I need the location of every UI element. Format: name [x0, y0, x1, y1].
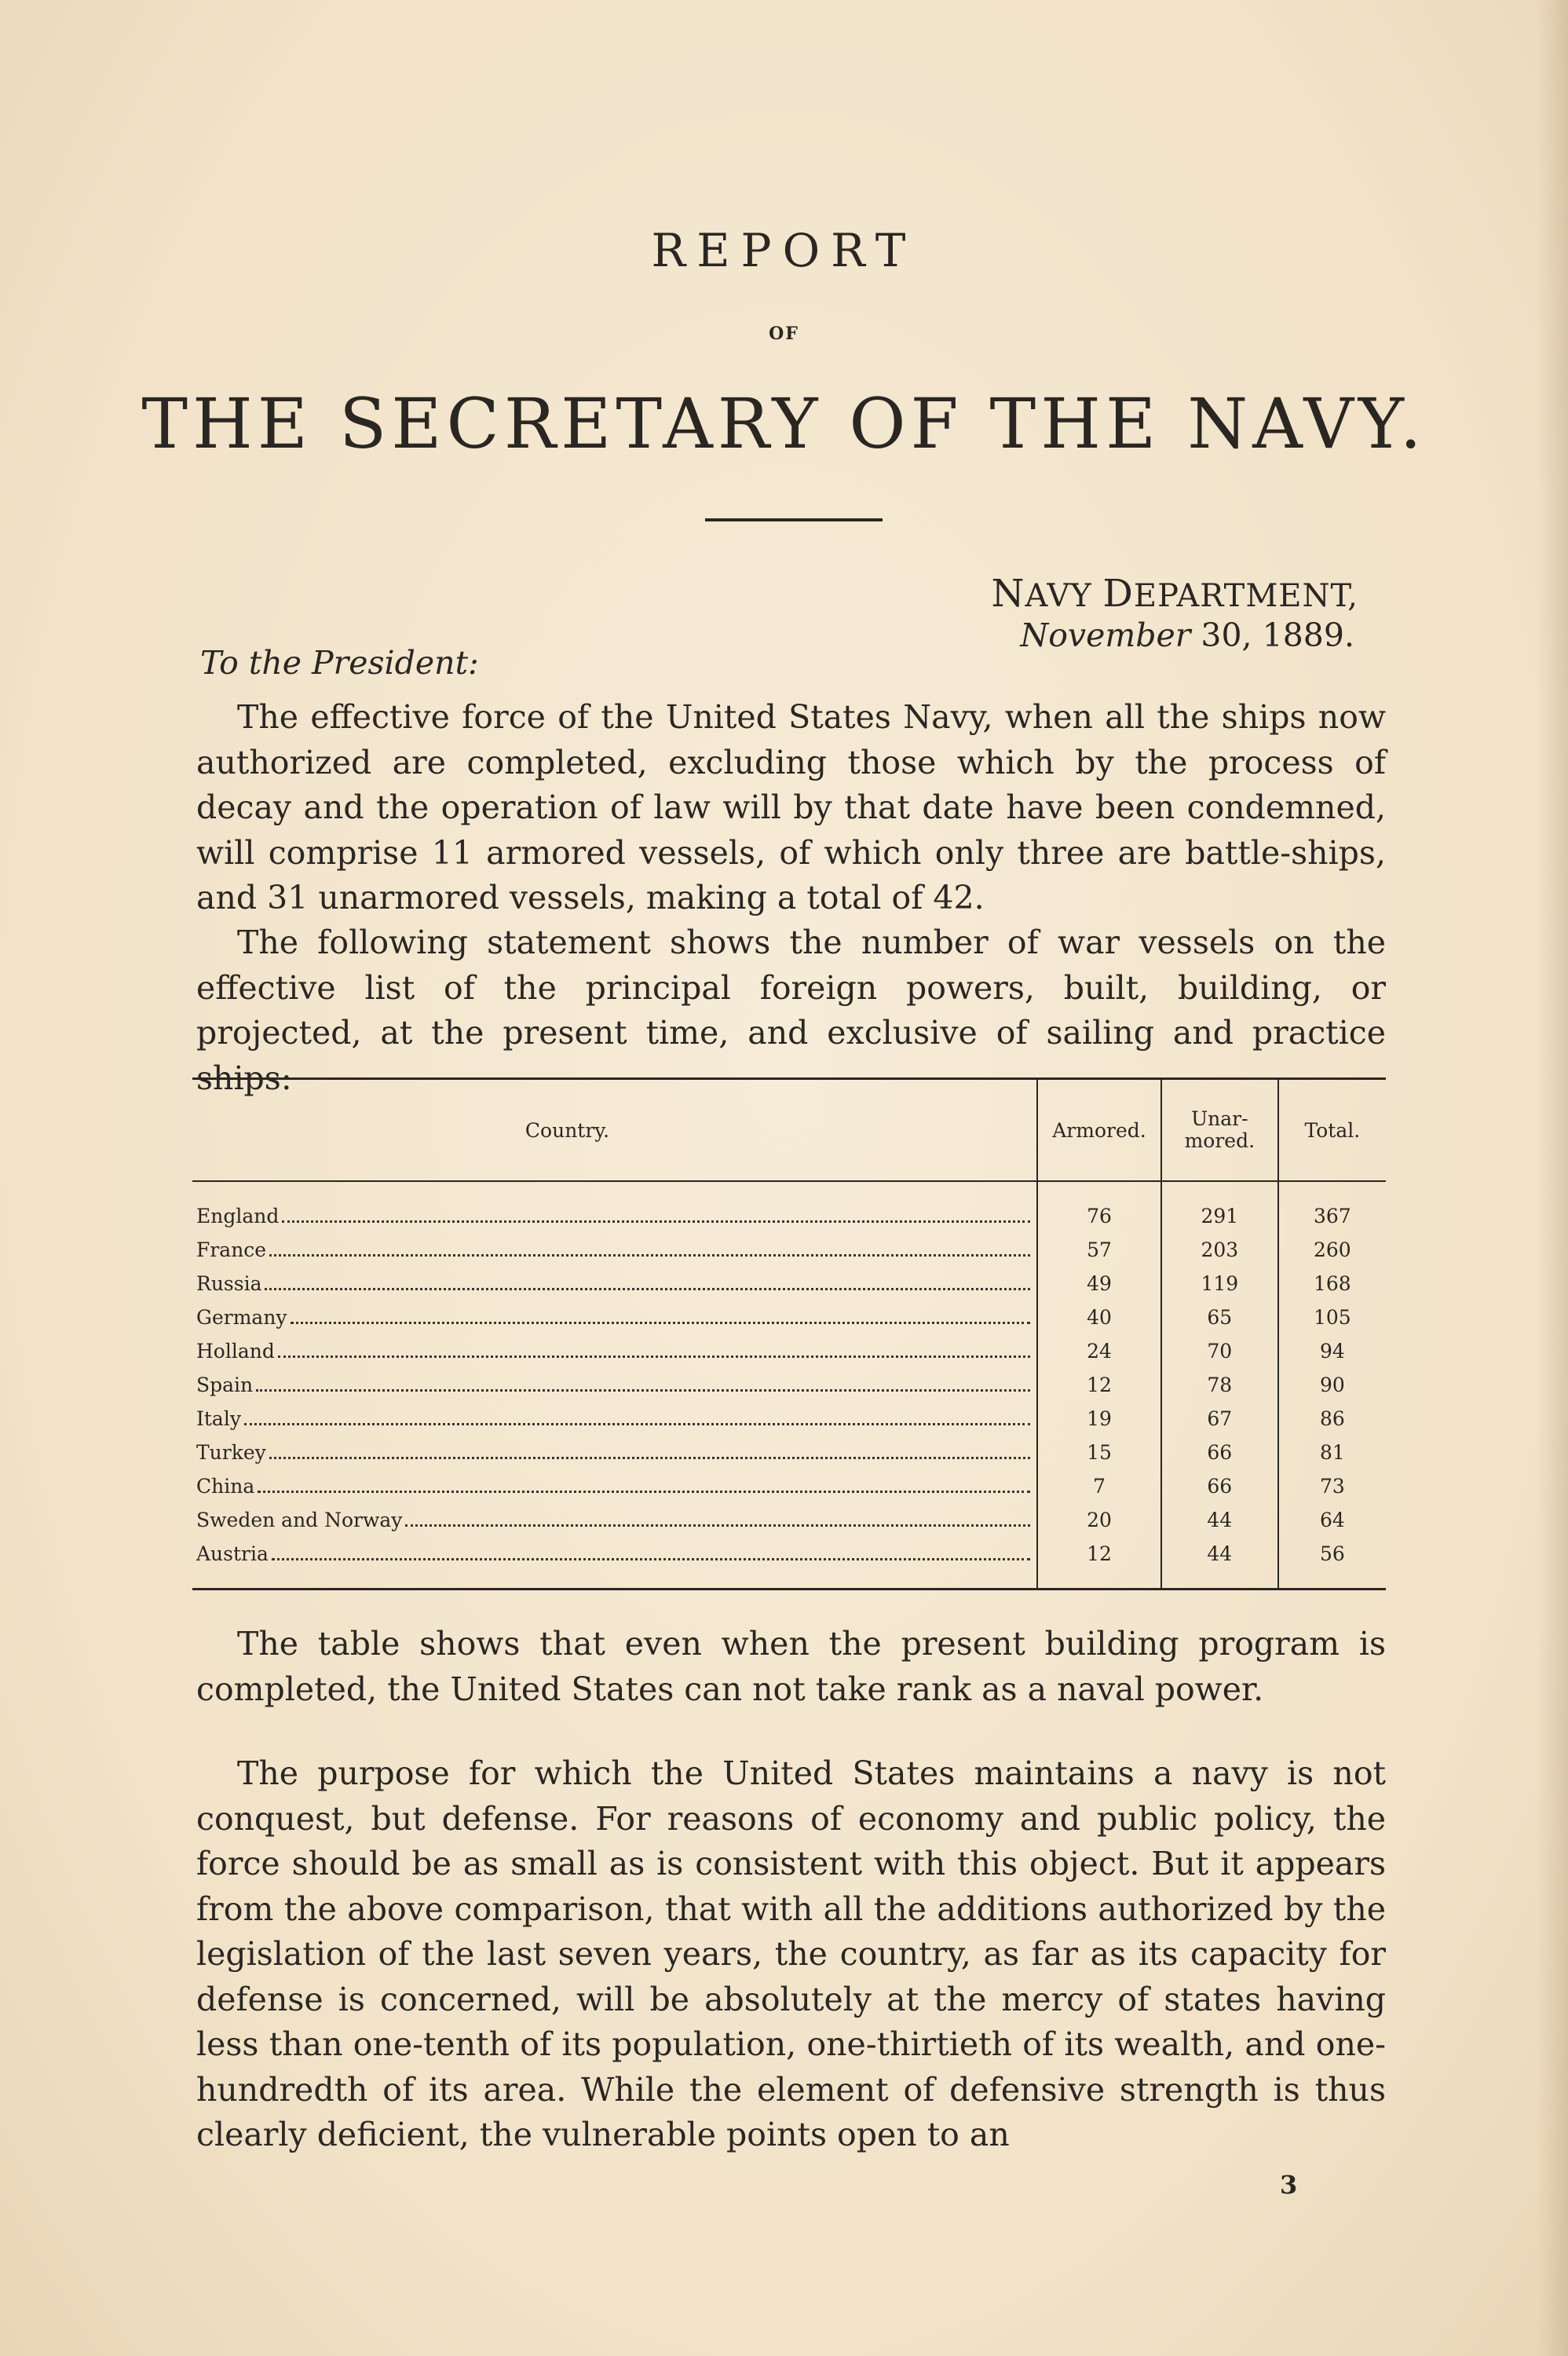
cell-total: 90	[1278, 1368, 1386, 1402]
table-row	[192, 1368, 1386, 1402]
cell-country: England	[192, 1181, 1037, 1233]
dot-leader	[291, 1322, 1030, 1324]
cell-unarmored: 66	[1161, 1436, 1278, 1469]
dot-leader	[256, 1389, 1030, 1392]
cell-unarmored: 291	[1161, 1181, 1278, 1233]
cell-total: 94	[1278, 1334, 1386, 1368]
cell-total: 105	[1278, 1301, 1386, 1334]
paragraph-2: The following statement shows the number of war vessels on the effective list of the principal foreign powers, built, building, or projected, at the present time, and exclusive of sailing and practice ships:	[196, 924, 1386, 1097]
cell-armored: 57	[1037, 1233, 1161, 1267]
cell-unarmored: 65	[1161, 1301, 1278, 1334]
dot-leader	[244, 1423, 1030, 1425]
table-row	[192, 1469, 1386, 1503]
cell-total: 260	[1278, 1233, 1386, 1267]
dot-leader	[282, 1220, 1030, 1223]
header-armored: Armored.	[1037, 1079, 1161, 1182]
cell-unarmored: 44	[1161, 1537, 1278, 1590]
cell-unarmored: 203	[1161, 1233, 1278, 1267]
table-row	[192, 1301, 1386, 1334]
dot-leader	[265, 1288, 1030, 1290]
cell-total: 73	[1278, 1469, 1386, 1503]
cell-armored: 15	[1037, 1436, 1161, 1469]
cell-unarmored: 119	[1161, 1267, 1278, 1301]
cell-total: 367	[1278, 1181, 1386, 1233]
cell-armored: 76	[1037, 1181, 1161, 1233]
table-row	[192, 1402, 1386, 1436]
cell-armored: 24	[1037, 1334, 1161, 1368]
naval-strength-table	[192, 1077, 1386, 1590]
dot-leader	[269, 1457, 1030, 1459]
cell-total: 64	[1278, 1503, 1386, 1537]
cell-country: Spain	[192, 1368, 1037, 1402]
table-row	[192, 1233, 1386, 1267]
cell-armored: 7	[1037, 1469, 1161, 1503]
paragraph-1: The effective force of the United States Navy, when all the ships now authorized are completed, excluding those which by the process of decay and the operation of law will by that date have been condemned, will comprise 11 armored vessels, of which only three are battle-ships, and 31 unarmored vessels, making a total of 42.	[196, 698, 1386, 916]
table-row	[192, 1267, 1386, 1301]
cell-country: Turkey	[192, 1436, 1037, 1469]
cell-unarmored: 66	[1161, 1469, 1278, 1503]
cell-country: Austria	[192, 1537, 1037, 1590]
page-edge-shadow	[1537, 0, 1568, 2356]
cell-unarmored: 44	[1161, 1503, 1278, 1537]
dot-leader	[405, 1524, 1030, 1527]
page-number: 3	[1280, 2170, 1298, 2200]
cell-country: Germany	[192, 1301, 1037, 1334]
cell-country: Italy	[192, 1402, 1037, 1436]
cell-unarmored: 67	[1161, 1402, 1278, 1436]
cell-country: China	[192, 1469, 1037, 1503]
header-unarmored: Unar- mored.	[1161, 1079, 1278, 1182]
cell-country: France	[192, 1233, 1037, 1267]
cell-total: 86	[1278, 1402, 1386, 1436]
cell-country: Sweden and Norway	[192, 1503, 1037, 1537]
table-row	[192, 1503, 1386, 1537]
of-heading: OF	[769, 324, 799, 344]
cell-armored: 40	[1037, 1301, 1161, 1334]
table-header-row	[192, 1079, 1386, 1182]
dot-leader	[278, 1355, 1030, 1358]
salutation: To the President:	[200, 644, 479, 682]
cell-total: 168	[1278, 1267, 1386, 1301]
table-row	[192, 1436, 1386, 1469]
paragraph-3: The table shows that even when the present building program is completed, the United States can not take rank as a naval power.	[196, 1625, 1386, 1708]
table-row	[192, 1181, 1386, 1233]
department-line: NAVY DEPARTMENT,	[991, 572, 1358, 616]
paragraph-4: The purpose for which the United States maintains a navy is not conquest, but defense. For reasons of economy and public policy, the force should be as small as is consistent with this object. But it appears from the above comparison, that with all the additions authorized by the legislation of the last seven years, the country, as far as its capacity for defense is concerned, will be absolutely at the mercy of states having less than one-tenth of its population, one-thirtieth of its wealth, and one-hundredth of its area. While the element of defensive strength is thus clearly deficient, the vulnerable points open to an	[196, 1754, 1386, 2153]
cell-armored: 19	[1037, 1402, 1161, 1436]
table-body	[192, 1181, 1386, 1590]
cell-country: Russia	[192, 1267, 1037, 1301]
date-line: November 30, 1889.	[1020, 616, 1354, 654]
title-divider	[705, 518, 883, 521]
report-heading: REPORT	[651, 224, 917, 277]
cell-country: Holland	[192, 1334, 1037, 1368]
header-total: Total.	[1278, 1079, 1386, 1182]
cell-armored: 12	[1037, 1537, 1161, 1590]
dot-leader	[258, 1491, 1030, 1493]
table-row	[192, 1537, 1386, 1590]
cell-unarmored: 78	[1161, 1368, 1278, 1402]
cell-total: 56	[1278, 1537, 1386, 1590]
dot-leader	[269, 1254, 1030, 1257]
cell-unarmored: 70	[1161, 1334, 1278, 1368]
header-country: Country.	[192, 1079, 1037, 1182]
cell-armored: 12	[1037, 1368, 1161, 1402]
cell-armored: 49	[1037, 1267, 1161, 1301]
cell-armored: 20	[1037, 1503, 1161, 1537]
cell-total: 81	[1278, 1436, 1386, 1469]
dot-leader	[272, 1558, 1030, 1560]
document-title: THE SECRETARY OF THE NAVY.	[141, 383, 1427, 464]
table-row	[192, 1334, 1386, 1368]
